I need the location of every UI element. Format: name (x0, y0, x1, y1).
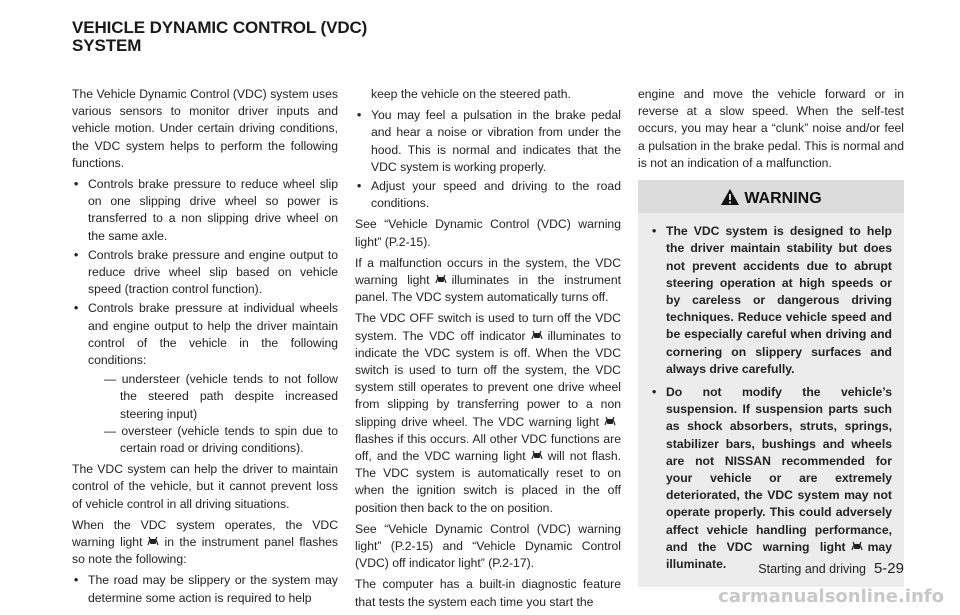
vdc-warning-icon (850, 541, 864, 553)
sub-item-oversteer: — oversteer (vehicle tends to spin due to certain road or driving conditions). (104, 423, 338, 456)
paragraph-text: When the VDC system operates, the VDC warning light (72, 517, 338, 550)
cross-reference: See “Vehicle Dynamic Control (VDC) warning light” (P.2-15) and “Vehicle Dynamic Control (VDC) off indicator light” (P.2-17). (355, 521, 621, 571)
page-footer (758, 560, 904, 577)
warning-body (638, 213, 904, 587)
paragraph-text: in the instrument panel flashes so note the following: (72, 535, 338, 567)
vdc-off-indicator-icon (530, 330, 544, 342)
page-number: 5-29 (873, 560, 904, 577)
paragraph-text: flashes if this occurs. All other VDC functions are off, and the VDC warning light (355, 431, 621, 464)
paragraph: The VDC system can help the driver to maintain control of the vehicle, but it cannot prevent loss of vehicle control in all driving situations. (72, 462, 338, 511)
list-item: • Controls brake pressure and engine output to reduce drive wheel slip based on vehicle speed (traction control function). (72, 247, 338, 299)
function-list (72, 176, 338, 457)
paragraph-text: The VDC OFF switch is used to turn off the VDC system. The VDC off indicator (355, 311, 621, 343)
warning-list (650, 223, 892, 573)
vdc-warning-icon (434, 274, 448, 286)
continued-text: engine and move the vehicle forward or in reverse at a slow speed. When the self-test occurs, you may hear a “clunk” noise and/or feel a pulsation in the brake pedal. This is normal and is not an indication of a malfunction. (638, 87, 904, 170)
list-item (72, 300, 338, 457)
paragraph-text: will not flash. The VDC system is automatically reset to on when the ignition switch is placed in the off position then back to the on position. (355, 449, 621, 515)
paragraph-text: If a malfunction occurs in the system, the VDC warning light (355, 255, 621, 288)
paragraph (72, 517, 338, 569)
list-item: • The VDC system is designed to help the driver maintain stability but does not prevent accidents due to abrupt steering operation at high speeds or by careless or dangerous driving techniques. Reduce vehicle speed and be especially careful when driving and cornering on slippery surfaces and always drive carefully. (650, 223, 892, 378)
paragraph-text: illuminates to indicate the VDC system is off. When the VDC switch is used to turn off the system, the VDC system still operates to prevent one drive wheel from slipping by transferring power to a non slipping drive wheel. The VDC warning light (355, 328, 621, 429)
list-item: • Adjust your speed and driving to the road conditions. (355, 178, 621, 212)
list-item: • Controls brake pressure to reduce wheel slip on one slipping drive wheel so power is transferred to a non slipping drive wheel on the same axle. (72, 176, 338, 245)
column-1 (72, 86, 338, 611)
vdc-warning-icon (530, 450, 544, 462)
warning-box (638, 180, 904, 587)
vdc-warning-icon (146, 536, 160, 548)
list-item-text: Controls brake pressure at individual wheels and engine output to help the driver maintain control of the vehicle in the following conditions: (88, 301, 338, 368)
paragraph-text: illuminates in the instrument panel. The VDC system automatically turns off. (355, 273, 621, 305)
paragraph (355, 310, 621, 516)
continued-text: keep the vehicle on the steered path. (371, 87, 571, 101)
watermark: carmanualsonline.info (718, 586, 944, 607)
column-2 (355, 86, 621, 615)
note-list (72, 572, 338, 606)
paragraph (355, 255, 621, 307)
sub-item-understeer: — understeer (vehicle tends to not follow the steered path despite increased steering input) (104, 372, 338, 421)
section-name: Starting and driving (758, 562, 866, 576)
list-item: • The road may be slippery or the system may determine some action is required to help (72, 572, 338, 606)
intro-paragraph: The Vehicle Dynamic Control (VDC) system uses various sensors to monitor driver inputs and vehicle motion. Under certain driving conditions, the VDC system helps to perform the following functions. (72, 87, 338, 170)
list-item-text: may illuminate. (666, 539, 892, 572)
cross-reference: See “Vehicle Dynamic Control (VDC) warning light” (P.2-15). (355, 217, 621, 249)
column-3 (638, 86, 904, 587)
warning-header (638, 180, 904, 213)
vdc-warning-icon (603, 416, 617, 428)
note-list (355, 107, 621, 212)
paragraph: The computer has a built-in diagnostic feature that tests the system each time you start the (355, 577, 621, 609)
warning-label: WARNING (744, 190, 822, 208)
list-item: • You may feel a pulsation in the brake pedal and hear a noise or vibration from under the hood. This is normal and indicates that the VDC system is working properly. (355, 107, 621, 176)
list-item (650, 384, 892, 573)
warning-triangle-icon (720, 188, 740, 206)
list-item-text: Do not modify the vehicle’s suspension. If suspension parts such as shock absorbers, struts, springs, stabilizer bars, bushings and wheels are not NISSAN recommended for your vehicle or are extremely deteriorated, the VDC system may not operate properly. This could adversely affect vehicle handling performance, and the VDC warning light (666, 385, 892, 554)
page-title: VEHICLE DYNAMIC CONTROL (VDC) SYSTEM (72, 18, 368, 55)
